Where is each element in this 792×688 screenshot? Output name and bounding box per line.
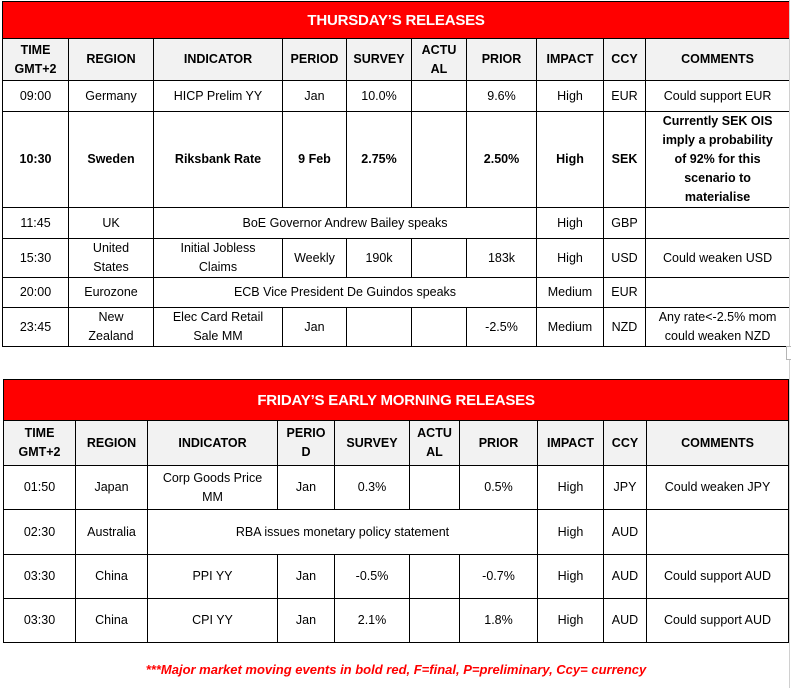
cell-survey: 2.1% (335, 599, 410, 643)
header-comments: COMMENTS (647, 421, 789, 466)
cell-period: Jan (278, 599, 335, 643)
header-time-line1: TIME (24, 426, 55, 440)
table-row (3, 81, 790, 112)
cell-comments: Could support AUD (647, 555, 789, 599)
cell-impact: High (537, 112, 604, 208)
header-survey: SURVEY (347, 39, 412, 81)
header-time (3, 39, 69, 81)
cell-impact: High (537, 208, 604, 239)
cell-comments: Could weaken USD (646, 239, 790, 278)
cell-indicator: Elec Card Retail Sale MM (154, 308, 283, 347)
cell-ccy: EUR (604, 278, 646, 308)
column-header-row (3, 39, 790, 81)
footnote-legend: ***Major market moving events in bold red, F=final, P=preliminary, Ccy= currency (145, 662, 647, 677)
cell-actual (412, 112, 467, 208)
cell-region: Sweden (69, 112, 154, 208)
cell-impact: Medium (537, 278, 604, 308)
cell-indicator: CPI YY (148, 599, 278, 643)
cell-indicator: Corp Goods Price MM (148, 466, 278, 510)
header-ccy: CCY (604, 39, 646, 81)
cell-time: 01:50 (4, 466, 76, 510)
cell-impact: High (538, 510, 604, 555)
cell-time: 09:00 (3, 81, 69, 112)
table-row (4, 555, 789, 599)
header-impact: IMPACT (537, 39, 604, 81)
cell-survey: 0.3% (335, 466, 410, 510)
cell-actual (412, 239, 467, 278)
cell-comments: Any rate<-2.5% mom could weaken NZD (646, 308, 790, 347)
cell-region: China (76, 599, 148, 643)
cell-impact: High (537, 239, 604, 278)
header-prior: PRIOR (467, 39, 537, 81)
cell-indicator: Riksbank Rate (154, 112, 283, 208)
cell-actual (410, 466, 460, 510)
cell-ccy: AUD (604, 555, 647, 599)
table-row (3, 308, 790, 347)
cell-ccy: JPY (604, 466, 647, 510)
cell-prior: 2.50% (467, 112, 537, 208)
cell-comments (646, 208, 790, 239)
page-corner-mark (786, 346, 791, 360)
cell-time: 23:45 (3, 308, 69, 347)
page-edge-divider (789, 0, 790, 688)
cell-ccy: SEK (604, 112, 646, 208)
header-period: PERIO D (278, 421, 335, 466)
cell-time: 03:30 (4, 555, 76, 599)
cell-prior: -2.5% (467, 308, 537, 347)
cell-time: 15:30 (3, 239, 69, 278)
cell-time: 11:45 (3, 208, 69, 239)
cell-region: China (76, 555, 148, 599)
header-comments: COMMENTS (646, 39, 790, 81)
cell-ccy: USD (604, 239, 646, 278)
header-period: PERIOD (283, 39, 347, 81)
cell-event: RBA issues monetary policy statement (148, 510, 538, 555)
cell-comments (647, 510, 789, 555)
cell-comments: Could weaken JPY (647, 466, 789, 510)
header-indicator: INDICATOR (154, 39, 283, 81)
cell-region: Japan (76, 466, 148, 510)
header-survey: SURVEY (335, 421, 410, 466)
cell-period: Jan (278, 555, 335, 599)
cell-ccy: GBP (604, 208, 646, 239)
cell-event: ECB Vice President De Guindos speaks (154, 278, 537, 308)
table-row (3, 208, 790, 239)
table-row (4, 466, 789, 510)
header-indicator: INDICATOR (148, 421, 278, 466)
cell-comments: Could support EUR (646, 81, 790, 112)
header-time-line2: GMT+2 (14, 61, 57, 76)
table-title: FRIDAY’S EARLY MORNING RELEASES (4, 380, 789, 421)
cell-ccy: AUD (604, 599, 647, 643)
cell-prior: 183k (467, 239, 537, 278)
cell-ccy: NZD (604, 308, 646, 347)
cell-region: Eurozone (69, 278, 154, 308)
cell-period: Weekly (283, 239, 347, 278)
cell-indicator: PPI YY (148, 555, 278, 599)
table-row-major-event (3, 112, 790, 208)
friday-releases-table (3, 379, 789, 643)
cell-survey: -0.5% (335, 555, 410, 599)
cell-region: Germany (69, 81, 154, 112)
table-row (4, 510, 789, 555)
cell-impact: High (538, 466, 604, 510)
table-title-row (3, 2, 790, 39)
header-region: REGION (76, 421, 148, 466)
cell-actual (412, 81, 467, 112)
header-prior: PRIOR (460, 421, 538, 466)
cell-region: Australia (76, 510, 148, 555)
cell-time: 20:00 (3, 278, 69, 308)
cell-indicator: Initial Jobless Claims (154, 239, 283, 278)
cell-period: Jan (283, 308, 347, 347)
cell-indicator: HICP Prelim YY (154, 81, 283, 112)
header-time-line2: GMT+2 (18, 445, 61, 459)
header-ccy: CCY (604, 421, 647, 466)
cell-region: UK (69, 208, 154, 239)
cell-survey (347, 308, 412, 347)
cell-actual (412, 308, 467, 347)
cell-region: United States (69, 239, 154, 278)
header-actual: ACTU AL (410, 421, 460, 466)
cell-period: 9 Feb (283, 112, 347, 208)
header-time (4, 421, 76, 466)
cell-survey: 10.0% (347, 81, 412, 112)
cell-impact: High (538, 599, 604, 643)
cell-impact: High (538, 555, 604, 599)
header-region: REGION (69, 39, 154, 81)
cell-period: Jan (283, 81, 347, 112)
cell-prior: 1.8% (460, 599, 538, 643)
cell-prior: -0.7% (460, 555, 538, 599)
cell-actual (410, 555, 460, 599)
cell-time: 03:30 (4, 599, 76, 643)
header-impact: IMPACT (538, 421, 604, 466)
cell-actual (410, 599, 460, 643)
cell-comments: Could support AUD (647, 599, 789, 643)
cell-comments (646, 278, 790, 308)
cell-time: 10:30 (3, 112, 69, 208)
header-actual: ACTU AL (412, 39, 467, 81)
cell-ccy: EUR (604, 81, 646, 112)
header-time-line1: TIME (20, 42, 51, 57)
cell-event: BoE Governor Andrew Bailey speaks (154, 208, 537, 239)
cell-prior: 9.6% (467, 81, 537, 112)
cell-impact: Medium (537, 308, 604, 347)
table-row (4, 599, 789, 643)
cell-survey: 2.75% (347, 112, 412, 208)
cell-survey: 190k (347, 239, 412, 278)
table-title-row (4, 380, 789, 421)
column-header-row (4, 421, 789, 466)
table-row (3, 239, 790, 278)
table-row (3, 278, 790, 308)
cell-region: New Zealand (69, 308, 154, 347)
cell-comments: Currently SEK OIS imply a probability of 92% for this scenario to materialise (646, 112, 790, 208)
thursday-releases-table (2, 1, 790, 347)
table-title: THURSDAY’S RELEASES (3, 2, 790, 39)
cell-period: Jan (278, 466, 335, 510)
cell-impact: High (537, 81, 604, 112)
cell-prior: 0.5% (460, 466, 538, 510)
cell-ccy: AUD (604, 510, 647, 555)
cell-time: 02:30 (4, 510, 76, 555)
